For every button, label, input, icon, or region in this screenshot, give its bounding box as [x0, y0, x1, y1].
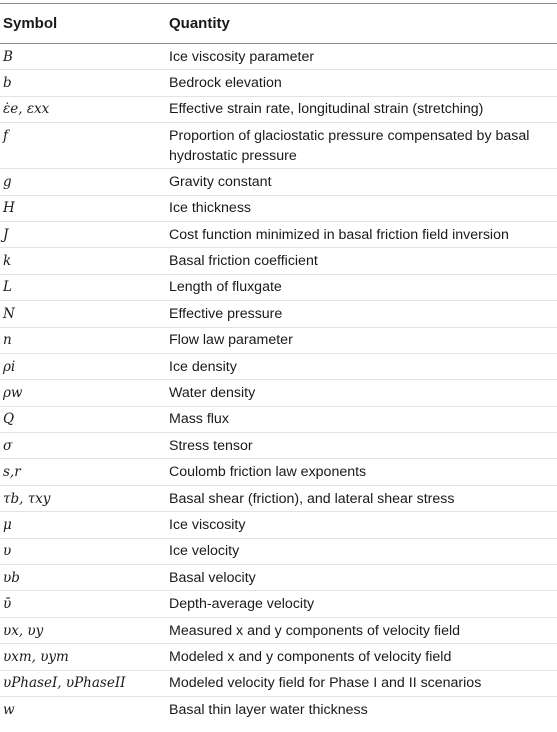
table-row — [0, 565, 557, 591]
table-row — [0, 380, 557, 406]
quantity-cell: Cost function minimized in basal friction field inversion — [169, 226, 509, 243]
symbol-cell: k — [3, 253, 12, 270]
quantity-cell: Basal friction coefficient — [169, 253, 318, 270]
symbol-cell: ρw — [3, 384, 23, 401]
table-header — [0, 4, 557, 44]
table-row — [0, 671, 557, 697]
table-row — [0, 644, 557, 670]
symbol-cell: υPhaseI, υPhaseII — [3, 675, 126, 692]
quantity-cell: Bedrock elevation — [169, 75, 282, 92]
quantity-cell: Mass flux — [169, 411, 229, 428]
quantity-cell: Ice velocity — [169, 543, 240, 560]
table-row — [0, 433, 557, 459]
quantity-cell: Water density — [169, 384, 256, 401]
quantity-cell: Modeled x and y components of velocity field — [169, 648, 452, 665]
symbol-cell: μ — [3, 516, 12, 533]
quantity-cell: Proportion of glaciostatic pressure compensated by basal hydrostatic pressure — [169, 128, 530, 165]
table-row — [0, 301, 557, 327]
header-symbol: Symbol — [3, 15, 58, 32]
symbol-cell: g — [3, 173, 12, 190]
quantity-cell: Stress tensor — [169, 437, 253, 454]
table-row — [0, 459, 557, 485]
quantity-cell: Measured x and y components of velocity field — [169, 622, 460, 639]
table-row — [0, 44, 557, 70]
table-body — [0, 44, 557, 723]
quantity-cell: Modeled velocity field for Phase I and II scenarios — [169, 675, 482, 692]
table-row — [0, 539, 557, 565]
symbol-cell: H — [3, 200, 15, 217]
symbol-cell: ε̇e, εxx — [3, 101, 50, 118]
table-row — [0, 97, 557, 123]
symbol-cell: N — [3, 305, 15, 322]
symbol-cell: σ — [3, 437, 13, 454]
table-row — [0, 275, 557, 301]
symbol-cell: υ — [3, 543, 12, 560]
symbol-cell: ρi — [3, 358, 16, 375]
table-row — [0, 697, 557, 723]
table-row — [0, 486, 557, 512]
quantity-cell: Ice viscosity — [169, 516, 246, 533]
table-row — [0, 591, 557, 617]
quantity-cell: Depth-average velocity — [169, 596, 315, 613]
symbol-cell: τb, τxy — [3, 490, 51, 507]
symbol-cell: υxm, υym — [3, 648, 69, 665]
quantity-cell: Flow law parameter — [169, 332, 293, 349]
table-row — [0, 618, 557, 644]
header-quantity: Quantity — [169, 15, 230, 32]
table-row — [0, 512, 557, 538]
quantity-cell: Basal thin layer water thickness — [169, 702, 368, 719]
symbol-cell: n — [3, 332, 12, 349]
symbol-cell: υx, υy — [3, 622, 44, 639]
table-row — [0, 196, 557, 222]
table-row — [0, 123, 557, 169]
quantity-cell: Coulomb friction law exponents — [169, 464, 367, 481]
table-row — [0, 169, 557, 195]
table-row — [0, 354, 557, 380]
symbol-cell: ῡ — [3, 596, 12, 613]
table-row — [0, 328, 557, 354]
table-row — [0, 222, 557, 248]
quantity-cell: Effective pressure — [169, 305, 283, 322]
quantity-cell: Ice density — [169, 358, 237, 375]
quantity-cell: Basal shear (friction), and lateral shear stress — [169, 490, 455, 507]
symbol-cell: w — [3, 702, 15, 719]
quantity-cell: Ice thickness — [169, 200, 252, 217]
quantity-cell: Basal velocity — [169, 569, 256, 586]
symbol-cell: b — [3, 75, 12, 92]
quantity-cell: Ice viscosity parameter — [169, 48, 315, 65]
symbol-cell: υb — [3, 569, 20, 586]
symbol-cell: Q — [3, 411, 15, 428]
symbol-cell: L — [3, 279, 12, 296]
quantity-cell: Gravity constant — [169, 173, 272, 190]
quantity-cell: Effective strain rate, longitudinal strain (stretching) — [169, 101, 484, 118]
table-row — [0, 248, 557, 274]
table-row — [0, 70, 557, 96]
symbol-cell: B — [3, 48, 13, 65]
symbol-cell: f — [3, 128, 8, 145]
symbol-cell: s,r — [3, 464, 21, 481]
quantity-cell: Length of fluxgate — [169, 279, 282, 296]
table-row — [0, 407, 557, 433]
symbol-cell: J — [3, 226, 9, 243]
